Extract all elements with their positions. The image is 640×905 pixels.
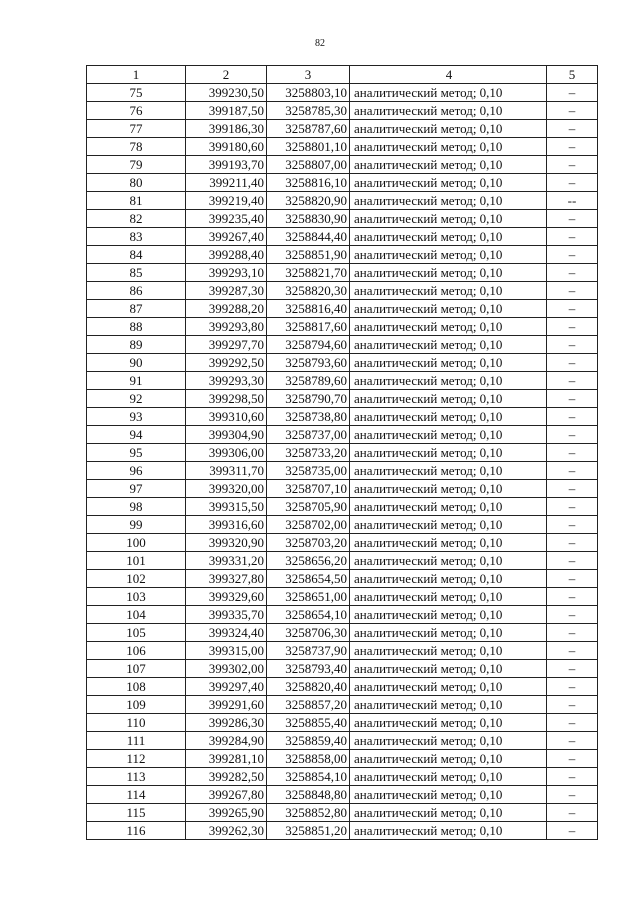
y-coordinate-cell: 3258656,20	[267, 552, 350, 570]
x-coordinate-cell: 399320,00	[186, 480, 267, 498]
note-cell: –	[547, 750, 598, 768]
x-coordinate-cell: 399297,70	[186, 336, 267, 354]
x-coordinate-cell: 399284,90	[186, 732, 267, 750]
point-number-cell: 103	[87, 588, 186, 606]
method-accuracy-cell: аналитический метод; 0,10	[350, 516, 547, 534]
x-coordinate-cell: 399320,90	[186, 534, 267, 552]
point-number-cell: 88	[87, 318, 186, 336]
note-cell: –	[547, 624, 598, 642]
note-cell: –	[547, 786, 598, 804]
y-coordinate-cell: 3258785,30	[267, 102, 350, 120]
table-row	[87, 390, 598, 408]
table-row	[87, 516, 598, 534]
y-coordinate-cell: 3258801,10	[267, 138, 350, 156]
note-cell: –	[547, 642, 598, 660]
point-number-cell: 96	[87, 462, 186, 480]
x-coordinate-cell: 399315,00	[186, 642, 267, 660]
x-coordinate-cell: 399327,80	[186, 570, 267, 588]
point-number-cell: 94	[87, 426, 186, 444]
note-cell: –	[547, 156, 598, 174]
x-coordinate-cell: 399315,50	[186, 498, 267, 516]
y-coordinate-cell: 3258703,20	[267, 534, 350, 552]
method-accuracy-cell: аналитический метод; 0,10	[350, 174, 547, 192]
point-number-cell: 109	[87, 696, 186, 714]
note-cell: –	[547, 570, 598, 588]
table-row	[87, 246, 598, 264]
x-coordinate-cell: 399302,00	[186, 660, 267, 678]
point-number-cell: 82	[87, 210, 186, 228]
table-row	[87, 102, 598, 120]
x-coordinate-cell: 399186,30	[186, 120, 267, 138]
note-cell: –	[547, 804, 598, 822]
y-coordinate-cell: 3258816,40	[267, 300, 350, 318]
method-accuracy-cell: аналитический метод; 0,10	[350, 318, 547, 336]
table-row	[87, 714, 598, 732]
method-accuracy-cell: аналитический метод; 0,10	[350, 552, 547, 570]
note-cell: –	[547, 660, 598, 678]
table-row	[87, 192, 598, 210]
y-coordinate-cell: 3258733,20	[267, 444, 350, 462]
y-coordinate-cell: 3258794,60	[267, 336, 350, 354]
note-cell: –	[547, 534, 598, 552]
point-number-cell: 78	[87, 138, 186, 156]
method-accuracy-cell: аналитический метод; 0,10	[350, 102, 547, 120]
method-accuracy-cell: аналитический метод; 0,10	[350, 462, 547, 480]
note-cell: –	[547, 408, 598, 426]
note-cell: –	[547, 372, 598, 390]
point-number-cell: 97	[87, 480, 186, 498]
y-coordinate-cell: 3258807,00	[267, 156, 350, 174]
table-row	[87, 750, 598, 768]
y-coordinate-cell: 3258858,00	[267, 750, 350, 768]
point-number-cell: 102	[87, 570, 186, 588]
point-number-cell: 93	[87, 408, 186, 426]
x-coordinate-cell: 399193,70	[186, 156, 267, 174]
point-number-cell: 92	[87, 390, 186, 408]
y-coordinate-cell: 3258803,10	[267, 84, 350, 102]
method-accuracy-cell: аналитический метод; 0,10	[350, 84, 547, 102]
table-row	[87, 426, 598, 444]
y-coordinate-cell: 3258851,90	[267, 246, 350, 264]
point-number-cell: 114	[87, 786, 186, 804]
x-coordinate-cell: 399262,30	[186, 822, 267, 840]
point-number-cell: 76	[87, 102, 186, 120]
x-coordinate-cell: 399292,50	[186, 354, 267, 372]
table-row	[87, 84, 598, 102]
table-row	[87, 786, 598, 804]
table-row	[87, 156, 598, 174]
y-coordinate-cell: 3258702,00	[267, 516, 350, 534]
x-coordinate-cell: 399288,20	[186, 300, 267, 318]
table-row	[87, 318, 598, 336]
y-coordinate-cell: 3258820,40	[267, 678, 350, 696]
note-cell: –	[547, 552, 598, 570]
y-coordinate-cell: 3258793,40	[267, 660, 350, 678]
x-coordinate-cell: 399288,40	[186, 246, 267, 264]
column-header-5: 5	[547, 66, 598, 84]
method-accuracy-cell: аналитический метод; 0,10	[350, 444, 547, 462]
point-number-cell: 79	[87, 156, 186, 174]
method-accuracy-cell: аналитический метод; 0,10	[350, 264, 547, 282]
table-row	[87, 768, 598, 786]
note-cell: --	[547, 192, 598, 210]
method-accuracy-cell: аналитический метод; 0,10	[350, 588, 547, 606]
x-coordinate-cell: 399293,10	[186, 264, 267, 282]
x-coordinate-cell: 399335,70	[186, 606, 267, 624]
point-number-cell: 111	[87, 732, 186, 750]
y-coordinate-cell: 3258816,10	[267, 174, 350, 192]
x-coordinate-cell: 399324,40	[186, 624, 267, 642]
method-accuracy-cell: аналитический метод; 0,10	[350, 642, 547, 660]
y-coordinate-cell: 3258821,70	[267, 264, 350, 282]
note-cell: –	[547, 300, 598, 318]
x-coordinate-cell: 399304,90	[186, 426, 267, 444]
table-row	[87, 372, 598, 390]
table-row	[87, 210, 598, 228]
method-accuracy-cell: аналитический метод; 0,10	[350, 768, 547, 786]
column-header-2: 2	[186, 66, 267, 84]
x-coordinate-cell: 399180,60	[186, 138, 267, 156]
point-number-cell: 90	[87, 354, 186, 372]
point-number-cell: 113	[87, 768, 186, 786]
table-row	[87, 678, 598, 696]
column-header-4: 4	[350, 66, 547, 84]
point-number-cell: 80	[87, 174, 186, 192]
point-number-cell: 83	[87, 228, 186, 246]
table-row	[87, 606, 598, 624]
y-coordinate-cell: 3258707,10	[267, 480, 350, 498]
note-cell: –	[547, 210, 598, 228]
y-coordinate-cell: 3258737,00	[267, 426, 350, 444]
x-coordinate-cell: 399293,80	[186, 318, 267, 336]
point-number-cell: 98	[87, 498, 186, 516]
column-header-3: 3	[267, 66, 350, 84]
point-number-cell: 84	[87, 246, 186, 264]
y-coordinate-cell: 3258830,90	[267, 210, 350, 228]
point-number-cell: 95	[87, 444, 186, 462]
point-number-cell: 99	[87, 516, 186, 534]
method-accuracy-cell: аналитический метод; 0,10	[350, 246, 547, 264]
method-accuracy-cell: аналитический метод; 0,10	[350, 192, 547, 210]
method-accuracy-cell: аналитический метод; 0,10	[350, 354, 547, 372]
table-header	[87, 66, 598, 84]
method-accuracy-cell: аналитический метод; 0,10	[350, 408, 547, 426]
method-accuracy-cell: аналитический метод; 0,10	[350, 822, 547, 840]
table-row	[87, 570, 598, 588]
table-row	[87, 264, 598, 282]
table-row	[87, 282, 598, 300]
y-coordinate-cell: 3258820,30	[267, 282, 350, 300]
table-row	[87, 624, 598, 642]
note-cell: –	[547, 390, 598, 408]
coordinates-table	[86, 65, 598, 840]
header-row	[87, 66, 598, 84]
table-row	[87, 498, 598, 516]
x-coordinate-cell: 399281,10	[186, 750, 267, 768]
table-row	[87, 804, 598, 822]
method-accuracy-cell: аналитический метод; 0,10	[350, 804, 547, 822]
x-coordinate-cell: 399282,50	[186, 768, 267, 786]
note-cell: –	[547, 120, 598, 138]
x-coordinate-cell: 399286,30	[186, 714, 267, 732]
point-number-cell: 115	[87, 804, 186, 822]
note-cell: –	[547, 462, 598, 480]
y-coordinate-cell: 3258737,90	[267, 642, 350, 660]
method-accuracy-cell: аналитический метод; 0,10	[350, 300, 547, 318]
table-row	[87, 444, 598, 462]
x-coordinate-cell: 399293,30	[186, 372, 267, 390]
table-row	[87, 480, 598, 498]
method-accuracy-cell: аналитический метод; 0,10	[350, 624, 547, 642]
table-row	[87, 552, 598, 570]
method-accuracy-cell: аналитический метод; 0,10	[350, 480, 547, 498]
x-coordinate-cell: 399265,90	[186, 804, 267, 822]
y-coordinate-cell: 3258654,10	[267, 606, 350, 624]
note-cell: –	[547, 318, 598, 336]
x-coordinate-cell: 399306,00	[186, 444, 267, 462]
method-accuracy-cell: аналитический метод; 0,10	[350, 336, 547, 354]
method-accuracy-cell: аналитический метод; 0,10	[350, 696, 547, 714]
note-cell: –	[547, 84, 598, 102]
table-row	[87, 588, 598, 606]
method-accuracy-cell: аналитический метод; 0,10	[350, 210, 547, 228]
x-coordinate-cell: 399310,60	[186, 408, 267, 426]
method-accuracy-cell: аналитический метод; 0,10	[350, 786, 547, 804]
x-coordinate-cell: 399316,60	[186, 516, 267, 534]
note-cell: –	[547, 678, 598, 696]
y-coordinate-cell: 3258705,90	[267, 498, 350, 516]
y-coordinate-cell: 3258787,60	[267, 120, 350, 138]
method-accuracy-cell: аналитический метод; 0,10	[350, 498, 547, 516]
note-cell: –	[547, 606, 598, 624]
note-cell: –	[547, 138, 598, 156]
x-coordinate-cell: 399311,70	[186, 462, 267, 480]
point-number-cell: 101	[87, 552, 186, 570]
table-row	[87, 138, 598, 156]
x-coordinate-cell: 399230,50	[186, 84, 267, 102]
x-coordinate-cell: 399267,40	[186, 228, 267, 246]
point-number-cell: 104	[87, 606, 186, 624]
table-row	[87, 822, 598, 840]
method-accuracy-cell: аналитический метод; 0,10	[350, 534, 547, 552]
method-accuracy-cell: аналитический метод; 0,10	[350, 426, 547, 444]
x-coordinate-cell: 399187,50	[186, 102, 267, 120]
y-coordinate-cell: 3258654,50	[267, 570, 350, 588]
y-coordinate-cell: 3258851,20	[267, 822, 350, 840]
point-number-cell: 108	[87, 678, 186, 696]
x-coordinate-cell: 399291,60	[186, 696, 267, 714]
y-coordinate-cell: 3258735,00	[267, 462, 350, 480]
note-cell: –	[547, 174, 598, 192]
table-row	[87, 696, 598, 714]
point-number-cell: 106	[87, 642, 186, 660]
method-accuracy-cell: аналитический метод; 0,10	[350, 390, 547, 408]
method-accuracy-cell: аналитический метод; 0,10	[350, 138, 547, 156]
point-number-cell: 86	[87, 282, 186, 300]
method-accuracy-cell: аналитический метод; 0,10	[350, 228, 547, 246]
note-cell: –	[547, 480, 598, 498]
point-number-cell: 110	[87, 714, 186, 732]
point-number-cell: 107	[87, 660, 186, 678]
y-coordinate-cell: 3258857,20	[267, 696, 350, 714]
page-number: 82	[315, 38, 325, 49]
x-coordinate-cell: 399287,30	[186, 282, 267, 300]
point-number-cell: 75	[87, 84, 186, 102]
method-accuracy-cell: аналитический метод; 0,10	[350, 570, 547, 588]
y-coordinate-cell: 3258789,60	[267, 372, 350, 390]
note-cell: –	[547, 714, 598, 732]
table-row	[87, 408, 598, 426]
point-number-cell: 89	[87, 336, 186, 354]
column-header-1: 1	[87, 66, 186, 84]
note-cell: –	[547, 246, 598, 264]
x-coordinate-cell: 399267,80	[186, 786, 267, 804]
y-coordinate-cell: 3258706,30	[267, 624, 350, 642]
y-coordinate-cell: 3258651,00	[267, 588, 350, 606]
y-coordinate-cell: 3258859,40	[267, 732, 350, 750]
method-accuracy-cell: аналитический метод; 0,10	[350, 282, 547, 300]
method-accuracy-cell: аналитический метод; 0,10	[350, 606, 547, 624]
table-row	[87, 174, 598, 192]
x-coordinate-cell: 399298,50	[186, 390, 267, 408]
note-cell: –	[547, 102, 598, 120]
point-number-cell: 100	[87, 534, 186, 552]
note-cell: –	[547, 768, 598, 786]
y-coordinate-cell: 3258738,80	[267, 408, 350, 426]
table-row	[87, 336, 598, 354]
point-number-cell: 77	[87, 120, 186, 138]
point-number-cell: 81	[87, 192, 186, 210]
method-accuracy-cell: аналитический метод; 0,10	[350, 678, 547, 696]
x-coordinate-cell: 399329,60	[186, 588, 267, 606]
note-cell: –	[547, 426, 598, 444]
note-cell: –	[547, 444, 598, 462]
point-number-cell: 91	[87, 372, 186, 390]
note-cell: –	[547, 516, 598, 534]
table-row	[87, 660, 598, 678]
table-row	[87, 642, 598, 660]
y-coordinate-cell: 3258855,40	[267, 714, 350, 732]
x-coordinate-cell: 399219,40	[186, 192, 267, 210]
point-number-cell: 105	[87, 624, 186, 642]
note-cell: –	[547, 588, 598, 606]
note-cell: –	[547, 696, 598, 714]
note-cell: –	[547, 354, 598, 372]
x-coordinate-cell: 399331,20	[186, 552, 267, 570]
table-row	[87, 354, 598, 372]
method-accuracy-cell: аналитический метод; 0,10	[350, 750, 547, 768]
point-number-cell: 87	[87, 300, 186, 318]
method-accuracy-cell: аналитический метод; 0,10	[350, 156, 547, 174]
note-cell: –	[547, 336, 598, 354]
method-accuracy-cell: аналитический метод; 0,10	[350, 714, 547, 732]
point-number-cell: 116	[87, 822, 186, 840]
table-body	[87, 84, 598, 840]
note-cell: –	[547, 732, 598, 750]
table-row	[87, 534, 598, 552]
y-coordinate-cell: 3258852,80	[267, 804, 350, 822]
table-row	[87, 462, 598, 480]
table-row	[87, 300, 598, 318]
method-accuracy-cell: аналитический метод; 0,10	[350, 732, 547, 750]
y-coordinate-cell: 3258848,80	[267, 786, 350, 804]
point-number-cell: 112	[87, 750, 186, 768]
table-row	[87, 732, 598, 750]
table-row	[87, 120, 598, 138]
y-coordinate-cell: 3258844,40	[267, 228, 350, 246]
table-row	[87, 228, 598, 246]
y-coordinate-cell: 3258793,60	[267, 354, 350, 372]
y-coordinate-cell: 3258854,10	[267, 768, 350, 786]
note-cell: –	[547, 228, 598, 246]
x-coordinate-cell: 399235,40	[186, 210, 267, 228]
method-accuracy-cell: аналитический метод; 0,10	[350, 120, 547, 138]
y-coordinate-cell: 3258820,90	[267, 192, 350, 210]
method-accuracy-cell: аналитический метод; 0,10	[350, 660, 547, 678]
y-coordinate-cell: 3258790,70	[267, 390, 350, 408]
x-coordinate-cell: 399211,40	[186, 174, 267, 192]
method-accuracy-cell: аналитический метод; 0,10	[350, 372, 547, 390]
y-coordinate-cell: 3258817,60	[267, 318, 350, 336]
note-cell: –	[547, 498, 598, 516]
note-cell: –	[547, 264, 598, 282]
note-cell: –	[547, 822, 598, 840]
note-cell: –	[547, 282, 598, 300]
point-number-cell: 85	[87, 264, 186, 282]
x-coordinate-cell: 399297,40	[186, 678, 267, 696]
